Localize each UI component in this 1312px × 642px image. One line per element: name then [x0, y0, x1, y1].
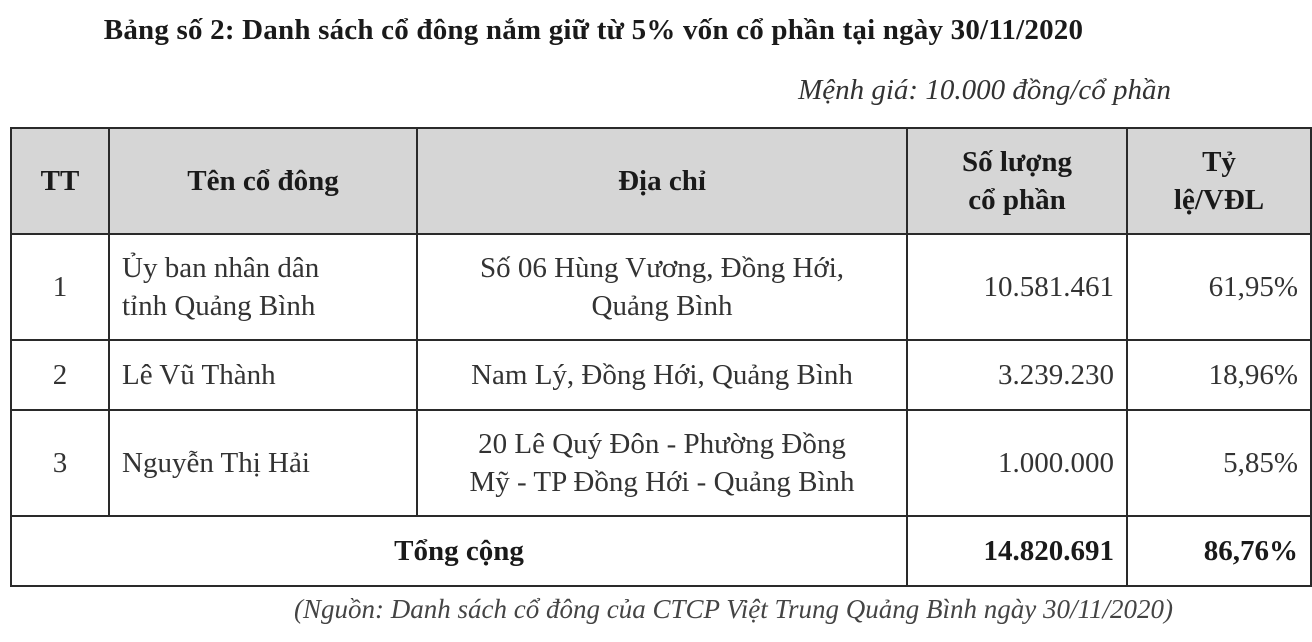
- header-quantity: [907, 128, 1127, 234]
- row-name-line1: Ủy ban nhân dân: [122, 252, 320, 284]
- header-tt: TT: [11, 128, 109, 234]
- table-row: [11, 234, 1311, 340]
- row-name: Lê Vũ Thành: [109, 340, 417, 410]
- row-address-line1: 20 Lê Quý Đôn - Phường Đồng: [478, 428, 846, 460]
- total-ratio: 86,76%: [1127, 516, 1311, 586]
- total-label: Tổng cộng: [11, 516, 907, 586]
- table-header-row: [11, 128, 1311, 234]
- row-name-line2: tỉnh Quảng Bình: [122, 290, 316, 322]
- row-name: [109, 234, 417, 340]
- row-ratio: 18,96%: [1127, 340, 1311, 410]
- row-quantity: 1.000.000: [907, 410, 1127, 516]
- row-address-line2: Quảng Bình: [591, 290, 733, 322]
- header-quantity-line1: Số lượng: [961, 146, 1073, 178]
- row-address: [417, 234, 907, 340]
- row-tt: 2: [11, 340, 109, 410]
- header-ratio: [1127, 128, 1311, 234]
- header-ratio-line1: Tỷ: [1202, 146, 1236, 178]
- row-ratio: 61,95%: [1127, 234, 1311, 340]
- header-quantity-line2: cổ phần: [968, 184, 1066, 216]
- row-tt: 3: [11, 410, 109, 516]
- header-ratio-line2: lệ/VĐL: [1173, 184, 1265, 216]
- header-name: Tên cổ đông: [109, 128, 417, 234]
- total-quantity: 14.820.691: [907, 516, 1127, 586]
- table-row: [11, 410, 1311, 516]
- row-tt: 1: [11, 234, 109, 340]
- row-name: Nguyễn Thị Hải: [109, 410, 417, 516]
- table-row: [11, 340, 1311, 410]
- row-address-line1: Số 06 Hùng Vương, Đồng Hới,: [479, 252, 845, 284]
- table-title: Bảng số 2: Danh sách cổ đông nắm giữ từ 5% vốn cổ phần tại ngày 30/11/2020: [103, 14, 1084, 46]
- row-address: [417, 410, 907, 516]
- row-quantity: 10.581.461: [907, 234, 1127, 340]
- unit-note: Mệnh giá: 10.000 đồng/cổ phần: [798, 74, 1171, 106]
- total-row: [11, 516, 1311, 586]
- header-address: Địa chỉ: [417, 128, 907, 234]
- row-quantity: 3.239.230: [907, 340, 1127, 410]
- row-address: Nam Lý, Đồng Hới, Quảng Bình: [417, 340, 907, 410]
- source-note: (Nguồn: Danh sách cổ đông của CTCP Việt Trung Quảng Bình ngày 30/11/2020): [294, 594, 1173, 624]
- row-address-line2: Mỹ - TP Đồng Hới - Quảng Bình: [469, 466, 855, 498]
- shareholder-table: [10, 127, 1312, 587]
- row-ratio: 5,85%: [1127, 410, 1311, 516]
